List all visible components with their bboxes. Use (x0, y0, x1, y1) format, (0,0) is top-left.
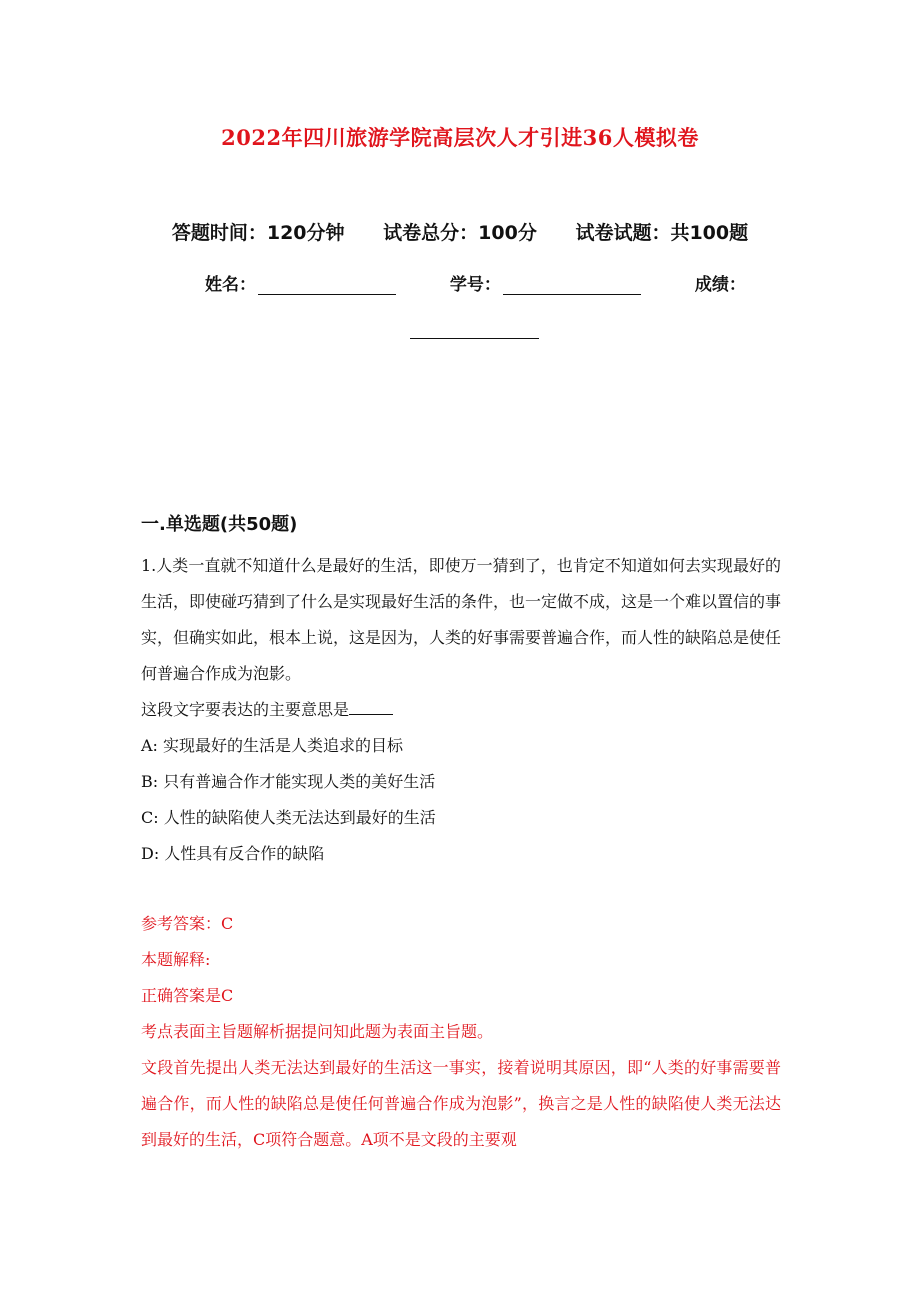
student-fields (205, 270, 746, 295)
option-b: B: 只有普遍合作才能实现人类的美好生活 (141, 772, 436, 791)
name-blank (258, 276, 396, 295)
student-id-field (450, 270, 641, 295)
option-c: C: 人性的缺陷使人类无法达到最好的生活 (141, 808, 436, 827)
answer-blank (349, 700, 393, 715)
question-stem: 1.人类一直就不知道什么是最好的生活，即使万一猜到了，也肯定不知道如何去实现最好的生活，即使碰巧猜到了什么是实现最好生活的条件，也一定做不成，这是一个难以置信的事实，但确实如此，根本上说，这是因为，人类的好事需要普遍合作，而人性的缺陷总是使任何普遍合作成为泡影。 (141, 556, 782, 683)
reference-answer: 参考答案：C (141, 914, 234, 933)
spacer (141, 872, 781, 906)
exam-meta (0, 218, 920, 245)
correct-answer: 正确答案是C (141, 986, 234, 1005)
exam-title: 2022年四川旅游学院高层次人才引进36人模拟卷 (221, 125, 699, 150)
question-point: 考点表面主旨题解析据提问知此题为表面主旨题。 (141, 1022, 494, 1041)
question-content (141, 548, 781, 1158)
name-label: 姓名： (205, 275, 256, 295)
student-id-blank (503, 276, 641, 295)
student-id-label: 学号： (449, 275, 501, 295)
score-label: 成绩： (694, 275, 746, 295)
name-field (205, 270, 396, 295)
answer-analysis: 文段首先提出人类无法达到最好的生活这一事实，接着说明其原因，即“人类的好事需要普遍合作，而人性的缺陷总是使任何普遍合作成为泡影”，换言之是人性的缺陷使人类无法达到最好的生活，C项符合题意。A项不是文段的主要观 (141, 1058, 781, 1149)
exam-total-score: 试卷总分：100分 (383, 222, 537, 244)
score-blank (410, 338, 539, 339)
question-prompt-line (141, 692, 781, 728)
exam-time: 答题时间：120分钟 (171, 222, 345, 244)
explanation-label: 本题解释: (141, 950, 211, 969)
option-a: A: 实现最好的生活是人类追求的目标 (141, 736, 404, 755)
question-prompt: 这段文字要表达的主要意思是 (141, 700, 350, 719)
exam-question-count: 试卷试题：共100题 (575, 222, 749, 244)
score-field (695, 270, 746, 295)
section-title: 一.单选题(共50题) (141, 514, 298, 535)
option-d: D: 人性具有反合作的缺陷 (141, 844, 325, 863)
